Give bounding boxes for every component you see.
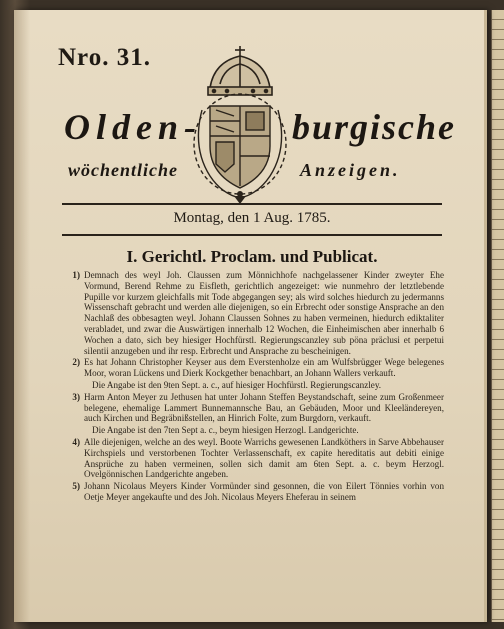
entry-number: 4)	[72, 436, 80, 447]
entry-3	[64, 392, 444, 424]
section-title: I. Gerichtl. Proclam. und Publicat.	[126, 247, 378, 266]
entry-text: Demnach des weyl Joh. Claussen zum Mönnichhofe nachgelassener Kinder zweyter Ehe Vormund, Berend Rehme zu Eisfleth, gerichtlich angezeiget: wie nunmehro der letztlebende Pupille vor kurzem gleichfalls mit Tode abgegangen sey; als wird solches hiedurch zu jedermanns Wissenschaft gebracht und werden alle diejenigen, so ein Erbrecht oder sonstige Ansprache an den Nachlaß des obbesagten weyl. Johann Claussen Sohnes zu haben vermeinen, hiedurch ediktaliter verabladet, und zwar die Auswärtigen innerhalb 12 Wochen, die Einheimischen aber innerhalb 6 Wochen a dato, sich bey hiesiger Hochfürstl. Regierungscanzley sub pöna präclusi et perpetui silentii anzugeben und ihr resp. Erbrecht und Ansprache zu bescheinigen.	[84, 270, 444, 356]
entry-text: Johann Nicolaus Meyers Kinder Vormünder sind gesonnen, die von Eilert Tönnies vorhin von Oetje Meyer angekaufte und des Joh. Nicolaus Meyers Eheferau in seinem	[84, 481, 444, 502]
entry-text: Alle diejenigen, welche an des weyl. Boote Warrichs gewesenen Landköthers in Sarve Abbehauser Kirchspiels und verstorbenen Tochter Verlassenschaft, ex capite hereditatis aut debiti einige Ansprüche zu haben vermeinen, sollen sich damit am 6ten Sept. a. c. beym Herzogl. Ovelgönnischen Landgerichte angeben.	[84, 436, 444, 480]
entry-1	[64, 270, 444, 356]
entry-note: Die Angabe ist den 9ten Sept. a. c., auf hiesiger Hochfürstl. Regierungscanzley.	[92, 379, 382, 390]
crowned-coat-of-arms-icon	[188, 44, 292, 204]
masthead-rule	[62, 203, 442, 205]
article-body	[64, 270, 444, 504]
masthead-title-left: Olden-	[64, 107, 202, 147]
masthead-title-right: burgische	[292, 107, 457, 147]
entry-number: 3)	[72, 391, 80, 402]
date-rule	[62, 234, 442, 236]
issue-date: Montag, den 1 Aug. 1785.	[173, 210, 331, 226]
entry-text: Harm Anton Meyer zu Jethusen hat unter Johann Steffen Beystandschaft, seine zum Großenmeer belegene, ehemalige Lammert Bunnemannsche Bau, an Gebäuden, Moor und Kleeländereyen, auch Kirchen und Begräbnißstellen, an Hinrich Folte, zum Burgdorn, verkauft.	[84, 391, 444, 424]
entry-number: 1)	[72, 270, 80, 280]
masthead-subtitle-right: Anzeigen.	[300, 160, 401, 180]
page-fold-shadow	[14, 10, 30, 622]
entry-2	[64, 357, 444, 379]
issue-number: Nro. 31.	[58, 44, 151, 71]
entry-number: 2)	[72, 357, 80, 368]
masthead-subtitle-left: wöchentliche	[68, 160, 178, 180]
entry-4	[64, 437, 444, 480]
entry-text: Es hat Johann Christopher Keyser aus dem Everstenholze ein am Wulfsbrügger Wege belegenes Moor, woran Lückens und Dierk Kockgether benachbart, an Johann Wallers verkauft.	[84, 357, 444, 379]
entry-number: 5)	[72, 481, 80, 492]
entry-5	[64, 481, 444, 503]
scan-ruler	[491, 10, 504, 622]
entry-note: Die Angabe ist den 7ten Sept a. c., beym hiesigen Herzogl. Landgerichte.	[92, 425, 359, 436]
